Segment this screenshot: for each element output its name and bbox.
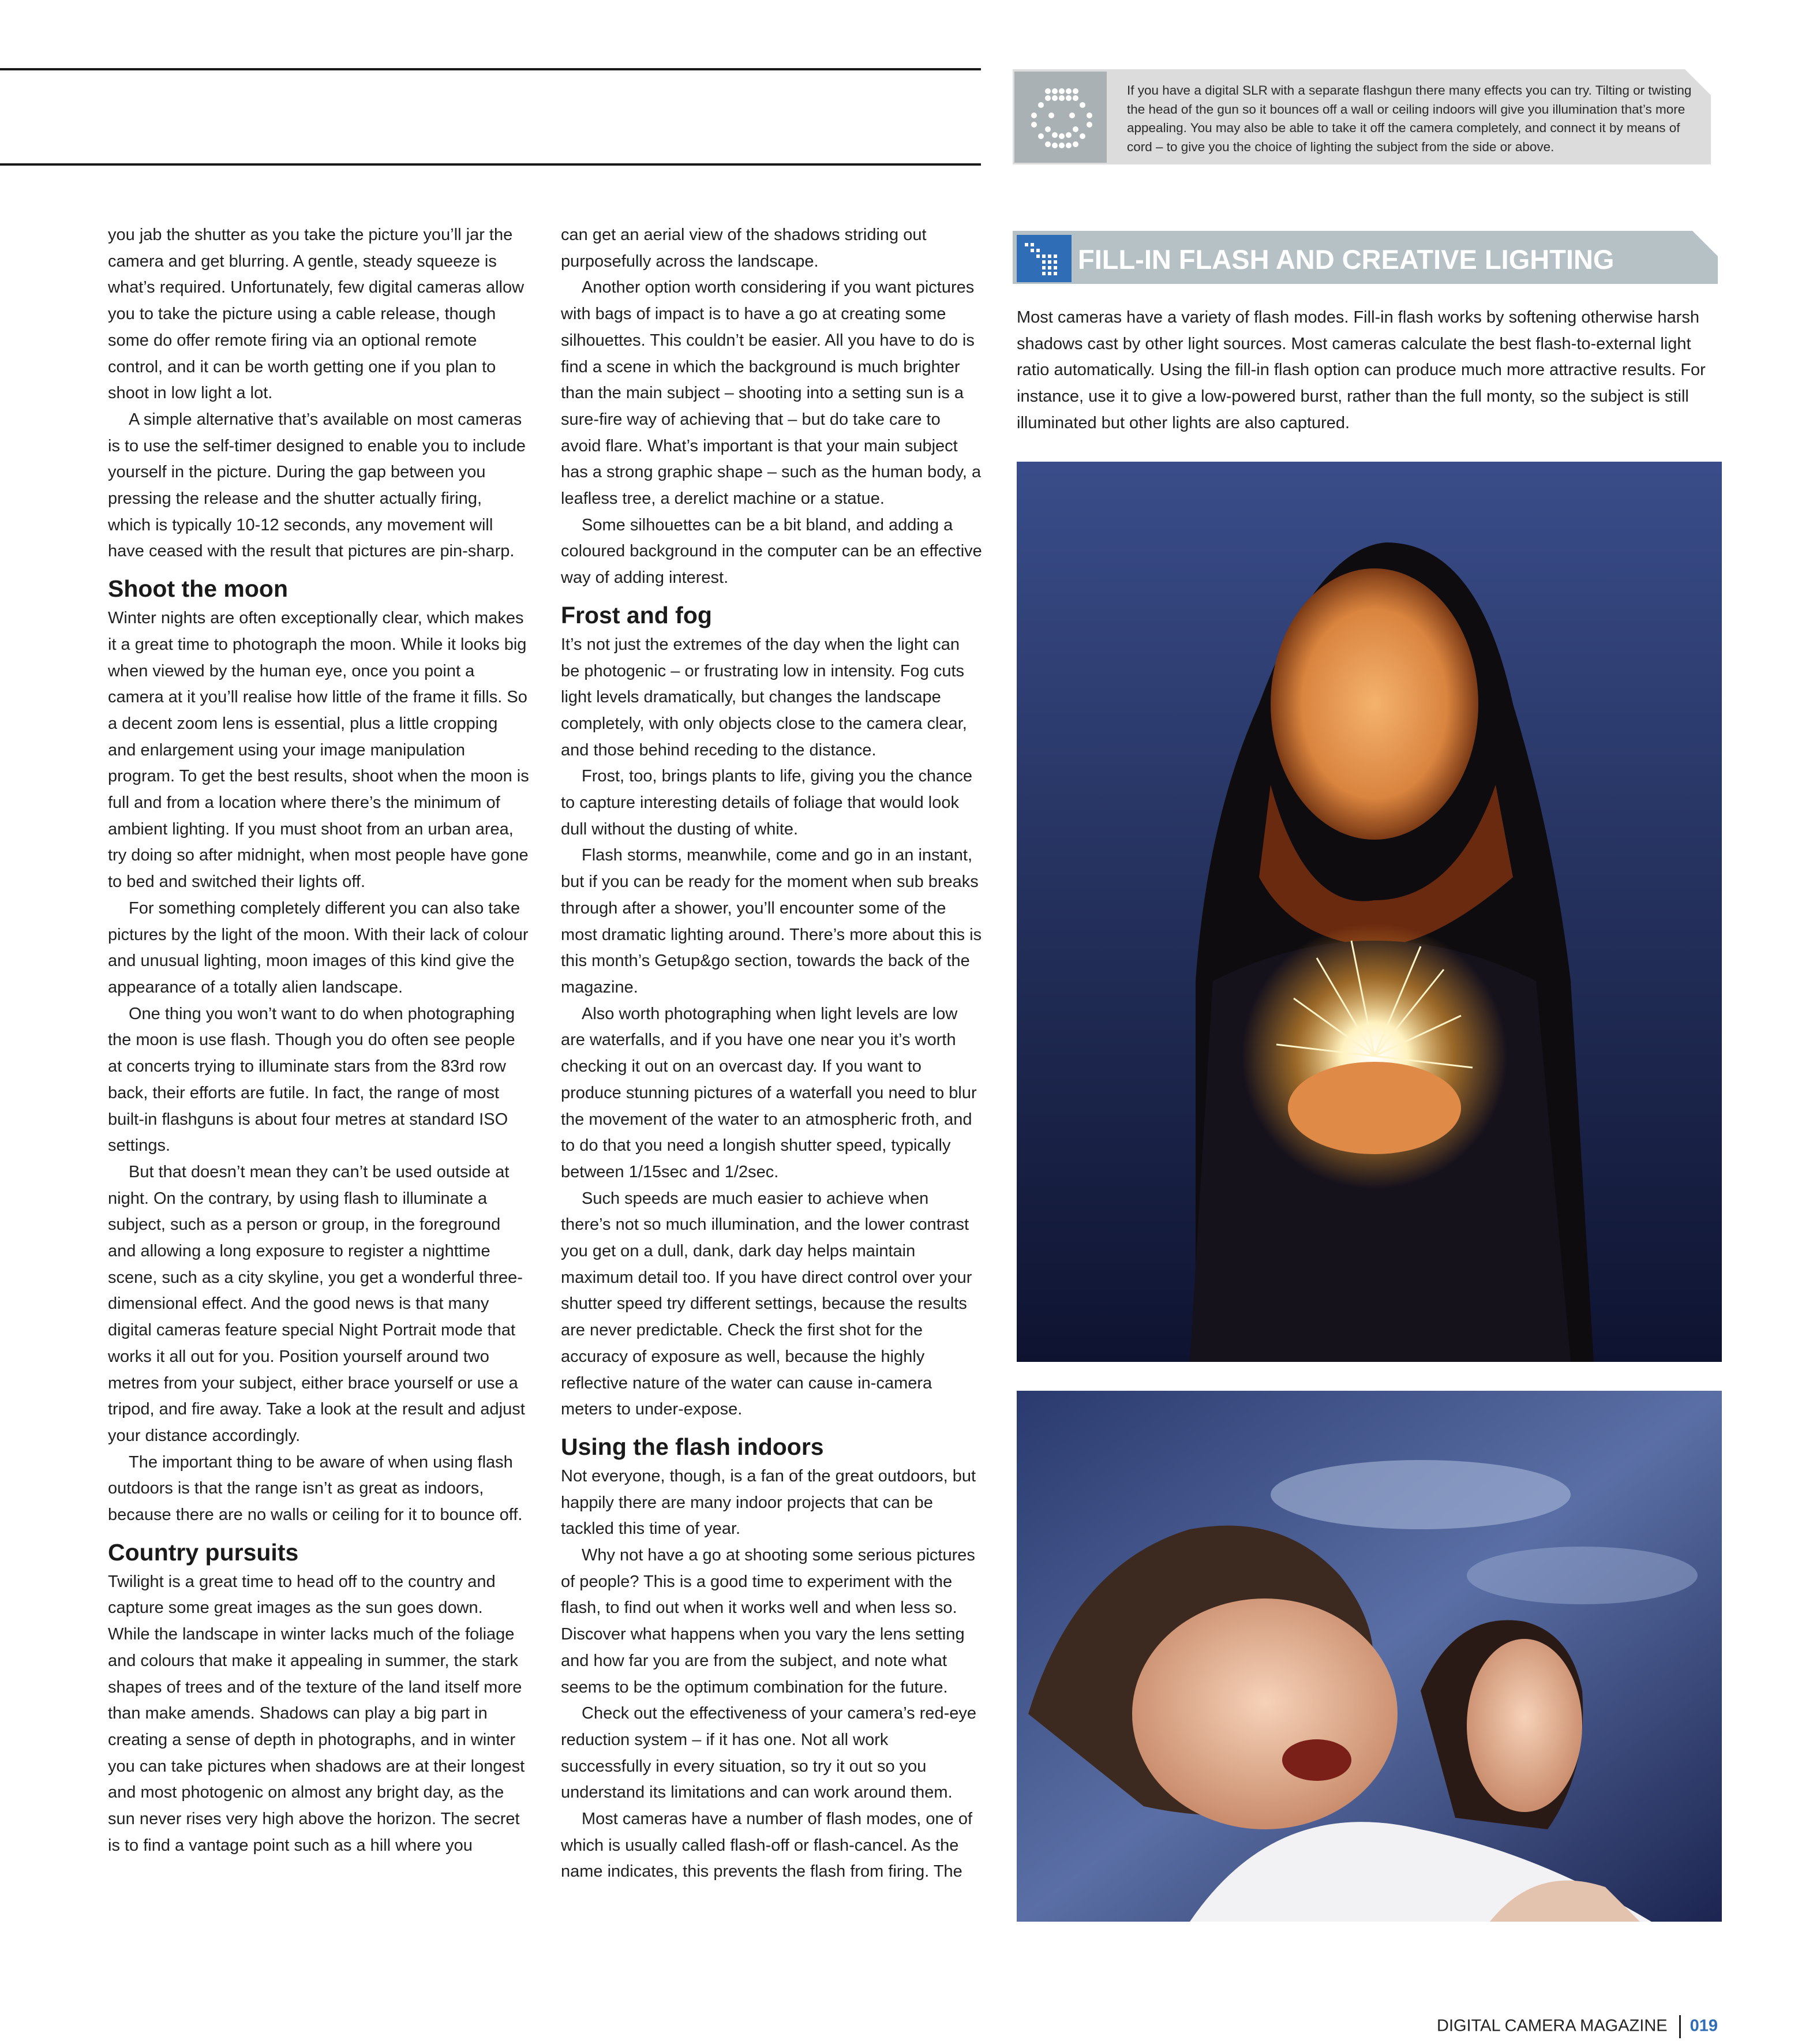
paragraph: Some silhouettes can be a bit bland, and adding a coloured background in the computer can be an effective way of adding interest. <box>561 515 982 587</box>
footer-divider <box>1679 2015 1681 2038</box>
paragraph: Most cameras have a number of flash modes, one of which is usually called flash-off or flash-cancel. As the name indicates, this prevents the flash from firing. The <box>561 1810 973 1881</box>
subheading-country-pursuits: Country pursuits <box>108 1538 299 1566</box>
subheading-frost-and-fog: Frost and fog <box>561 601 712 628</box>
paragraph: Twilight is a great time to head off to the country and capture some great images as the sun goes down. While the landscape in winter lacks much of the foliage and colours that make it appealing in summer, the stark shapes of trees and of the texture of the land itself more than make amends. Shadows can play a big part in creating a sense of depth in photographs, and in winter you can take pictures when shadows are at their longest and most photogenic on almost any bright day, as the sun never rises very high above the horizon. The secret is to find a vantage point such as a hill where you <box>108 1572 525 1855</box>
paragraph: The important thing to be aware of when using flash outdoors is that the range isn’t as great as indoors, because there are no walls or ceiling for it to bounce off. <box>108 1452 523 1525</box>
paragraph: One thing you won’t want to do when photographing the moon is use flash. Though you do often see people at concerts trying to illuminate stars from the 83rd row back, their efforts are futile. In fact, the range of most built-in flashguns is about four metres at standard ISO settings. <box>108 1004 515 1155</box>
page-number: 019 <box>1690 2016 1718 2035</box>
photo-woman-sparkler <box>1017 462 1722 1362</box>
paragraph: Winter nights are often exceptionally clear, which makes it a great time to photograph the moon. While it looks big when viewed by the human eye, once you point a camera at it you’ll realise how little of the frame it fills. So a decent zoom lens is essential, plus a little cropping and enlargement using your image manipulation program. To get the best results, shoot when the moon is full and from a location where there’s the minimum of ambient lighting. If you must shoot from an urban area, try doing so after midnight, when most people have gone to bed and switched their lights off. <box>108 609 529 892</box>
subheading-shoot-the-moon: Shoot the moon <box>108 575 289 602</box>
paragraph: can get an aerial view of the shadows striding out purposefully across the landscape. <box>561 226 927 271</box>
section-title: FILL-IN FLASH AND CREATIVE LIGHTING <box>1078 244 1615 275</box>
paragraph: Not everyone, though, is a fan of the great outdoors, but happily there are many indoor projects that can be tackled this time of year. <box>561 1466 976 1538</box>
paragraph: For something completely different you can also take pictures by the light of the moon. With their lack of colour and unusual lighting, moon images of this kind give the appearance of a totally alien landscape. <box>108 899 529 997</box>
paragraph: Frost, too, brings plants to life, giving you the chance to capture interesting details of foliage that would look dull without the dusting of white. <box>561 767 973 838</box>
page-footer <box>1437 2015 1718 2038</box>
smiley-dot-icon <box>1014 72 1107 163</box>
magazine-name: DIGITAL CAMERA MAGAZINE <box>1437 2016 1668 2035</box>
paragraph: Flash storms, meanwhile, come and go in an instant, but if you can be ready for the moment when sub breaks through after a shower, you’ll encounter some of the most dramatic lighting around. There’s more about this is this month’s Getup&go section, towards the back of the magazine. <box>561 846 982 997</box>
paragraph: Why not have a go at shooting some serious pictures of people? This is a good time to experiment with the flash, to find out when it works well and when less so. Discover what happens when you vary the lens setting and how far you are from the subject, and note what seems to be the optimum combination for the future. <box>561 1546 975 1697</box>
paragraph: But that doesn’t mean they can’t be used outside at night. On the contrary, by using flash to illuminate a subject, such as a person or group, in the foreground and allowing a long exposure to register a nighttime scene, such as a city skyline, you get a wonderful three-dimensional effect. And the good news is that many digital cameras feature special Night Portrait mode that works it all out for you. Position yourself around two metres from your subject, either brace yourself or use a tripod, and fire away. Take a look at the result and adjust your distance accordingly. <box>108 1162 525 1445</box>
photo-child-and-mother <box>1017 1391 1722 1922</box>
paragraph: you jab the shutter as you take the picture you’ll jar the camera and get blurring. A gentle, steady squeeze is what’s required. Unfortunately, few digital cameras allow you to take the picture using a cable release, though some do offer remote firing via an optional remote control, and it can be worth getting one if you plan to shoot in low light a lot. <box>108 226 525 403</box>
tip-text: If you have a digital SLR with a separate flashgun there many effects you can try. Tilting or twisting the head of the gun so it bounces off a wall or ceiling indoors will give you illumination that’s more appealing. You may also be able to take it off the camera completely, and connect it by means of cord – to give you the choice of lighting the subject from the side or above. <box>1127 83 1692 154</box>
subheading-using-the-flash-indoors: Using the flash indoors <box>561 1433 824 1460</box>
paragraph: A simple alternative that’s available on most cameras is to use the self-timer designed to enable you to include yourself in the picture. During the gap between you pressing the release and the shutter actually firing, which is typically 10-12 seconds, any movement will have ceased with the result that pictures are pin-sharp. <box>108 410 526 561</box>
article-column-2 <box>561 222 982 1885</box>
paragraph: It’s not just the extremes of the day when the light can be photogenic – or frustrating low in intensity. Fog cuts light levels dramatically, but changes the landscape completely, with only objects close to the camera clear, and those behind receding to the distance. <box>561 635 967 759</box>
top-rule-lower <box>0 163 981 166</box>
paragraph: Another option worth considering if you want pictures with bags of impact is to have a go at creating some silhouettes. This couldn’t be easier. All you have to do is find a scene in which the background is much brighter than the main subject – shooting into a setting sun is a sure-fire way of achieving that – but do take care to avoid flare. What’s important is that your main subject has a strong graphic shape – such as the human body, a leafless tree, a derelict machine or a statue. <box>561 278 982 508</box>
top-rule <box>0 68 981 70</box>
section-header-notch <box>1692 231 1718 256</box>
paragraph: Check out the effectiveness of your camera’s red-eye reduction system – if it has one. Not all work successfully in every situation, so try it out so you understand its limitations and can work around them. <box>561 1704 977 1802</box>
article-column-1 <box>108 222 529 1859</box>
paragraph: Such speeds are much easier to achieve when there’s not so much illumination, and the lower contrast you get on a dull, dank, dark day helps maintain maximum detail too. If you have direct control over your shutter speed try different settings, because the results are never predictable. Check the first shot for the accuracy of exposure as well, because the highly reflective nature of the water can cause in-camera meters to under-expose. <box>561 1189 972 1419</box>
dot-arrow-icon <box>1017 235 1072 282</box>
paragraph: Also worth photographing when light levels are low are waterfalls, and if you have one near you it’s worth checking it out on an overcast day. If you want to produce stunning pictures of a waterfall you need to blur the movement of the water to an atmospheric froth, and to do that you need a longish shutter speed, typically between 1/15sec and 1/2sec. <box>561 1004 977 1181</box>
section-body-text: Most cameras have a variety of flash modes. Fill-in flash works by softening otherwise harsh shadows cast by other light sources. Most cameras calculate the best flash-to-external light ratio automatically. Using the fill-in flash option can produce much more attractive results. For instance, use it to give a low-powered burst, rather than the full monty, so the subject is still illuminated but other lights are also captured. <box>1017 308 1706 432</box>
